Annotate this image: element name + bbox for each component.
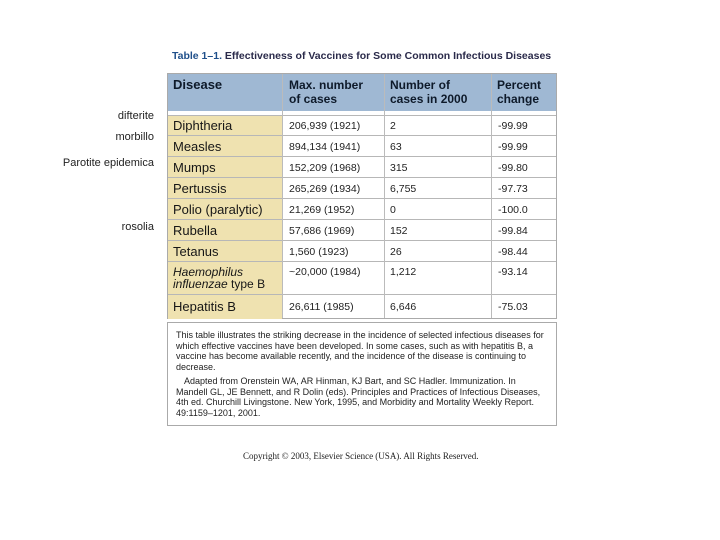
disease-name: Diphtheria <box>173 118 233 133</box>
cases-2000: 2 <box>390 120 396 132</box>
cases-2000: 63 <box>390 141 402 153</box>
table-row <box>168 198 556 220</box>
percent-change: -100.0 <box>498 204 528 216</box>
note-text: This table illustrates the striking decrease in the incidence of selected infectious diseases for which effective vaccines have been developed. In some cases, such as with hepatitis B, a vaccine has become available recently, and the incidence of the disease is continuing to decrease. <box>176 330 544 372</box>
table-row <box>168 294 556 319</box>
table-title <box>172 50 564 62</box>
side-label-parotite: Parotite epidemica <box>62 157 154 169</box>
percent-change: -99.99 <box>498 120 528 132</box>
cases-2000: 6,755 <box>390 183 417 195</box>
table-row <box>168 240 556 262</box>
disease-name: Hepatitis B <box>173 299 236 314</box>
table-row <box>168 115 556 136</box>
percent-change: -99.84 <box>498 225 528 237</box>
max-cases: 152,209 (1968) <box>289 162 361 174</box>
percent-change: -98.44 <box>498 246 528 258</box>
disease-name: Pertussis <box>173 181 227 196</box>
disease-name: Haemophilus <box>173 265 244 279</box>
max-cases: ~20,000 (1984) <box>289 266 361 278</box>
max-cases: 57,686 (1969) <box>289 225 355 237</box>
table-number: Table 1–1. <box>172 50 222 62</box>
percent-change: -93.14 <box>498 266 528 278</box>
note-source: Adapted from Orenstein WA, AR Hinman, KJ Bart, and SC Hadler. Immunization. In Mandell GL, JE Bennett, and R Dolin (eds). Principles and Practices of Infectious Diseases, 4th ed. Churchill Livingstone. New York, 1995, and Morbidity and Mortality Weekly Report. 49:1159–1201, 2001. <box>176 376 541 418</box>
column-divider <box>491 74 492 318</box>
side-label-difterite: difterite <box>117 110 154 122</box>
disease-name: Mumps <box>173 160 216 175</box>
disease-name: Measles <box>173 139 222 154</box>
table-row <box>168 135 556 157</box>
vaccine-table <box>167 73 557 319</box>
percent-change: -99.99 <box>498 141 528 153</box>
max-cases: 21,269 (1952) <box>289 204 355 216</box>
max-cases: 26,611 (1985) <box>289 301 354 313</box>
side-label-rosolia: rosolia <box>121 221 154 233</box>
side-label-morbillo: morbillo <box>115 131 154 143</box>
table-row <box>168 261 556 295</box>
header-cases-2000: Number of cases in 2000 <box>390 78 468 106</box>
disease-name-line2: influenzae type B <box>173 277 266 291</box>
percent-change: -97.73 <box>498 183 528 195</box>
cases-2000: 6,646 <box>390 301 417 313</box>
header-disease: Disease <box>173 77 223 92</box>
copyright-notice: Copyright © 2003, Elsevier Science (USA). All Rights Reserved. <box>243 451 479 461</box>
table-row <box>168 219 556 241</box>
cases-2000: 152 <box>390 225 408 237</box>
header-percent-change: Percent change <box>497 78 542 106</box>
disease-name: Polio (paralytic) <box>173 202 263 217</box>
cases-2000: 26 <box>390 246 402 258</box>
cases-2000: 315 <box>390 162 408 174</box>
column-divider <box>282 74 283 318</box>
percent-change: -99.80 <box>498 162 528 174</box>
table-title-text: Effectiveness of Vaccines for Some Common Infectious Diseases <box>224 50 552 62</box>
disease-name: Tetanus <box>173 244 219 259</box>
table-row <box>168 177 556 199</box>
table-row <box>168 156 556 178</box>
max-cases: 894,134 (1941) <box>289 141 361 153</box>
percent-change: -75.03 <box>498 301 528 313</box>
max-cases: 206,939 (1921) <box>289 120 361 132</box>
max-cases: 1,560 (1923) <box>289 246 349 258</box>
column-divider <box>384 74 385 318</box>
max-cases: 265,269 (1934) <box>289 183 361 195</box>
header-max-cases: Max. number of cases <box>289 78 364 106</box>
cases-2000: 0 <box>390 204 396 216</box>
table-header <box>168 74 556 111</box>
cases-2000: 1,212 <box>390 266 417 278</box>
table-note <box>167 322 557 426</box>
disease-name: Rubella <box>173 223 218 238</box>
